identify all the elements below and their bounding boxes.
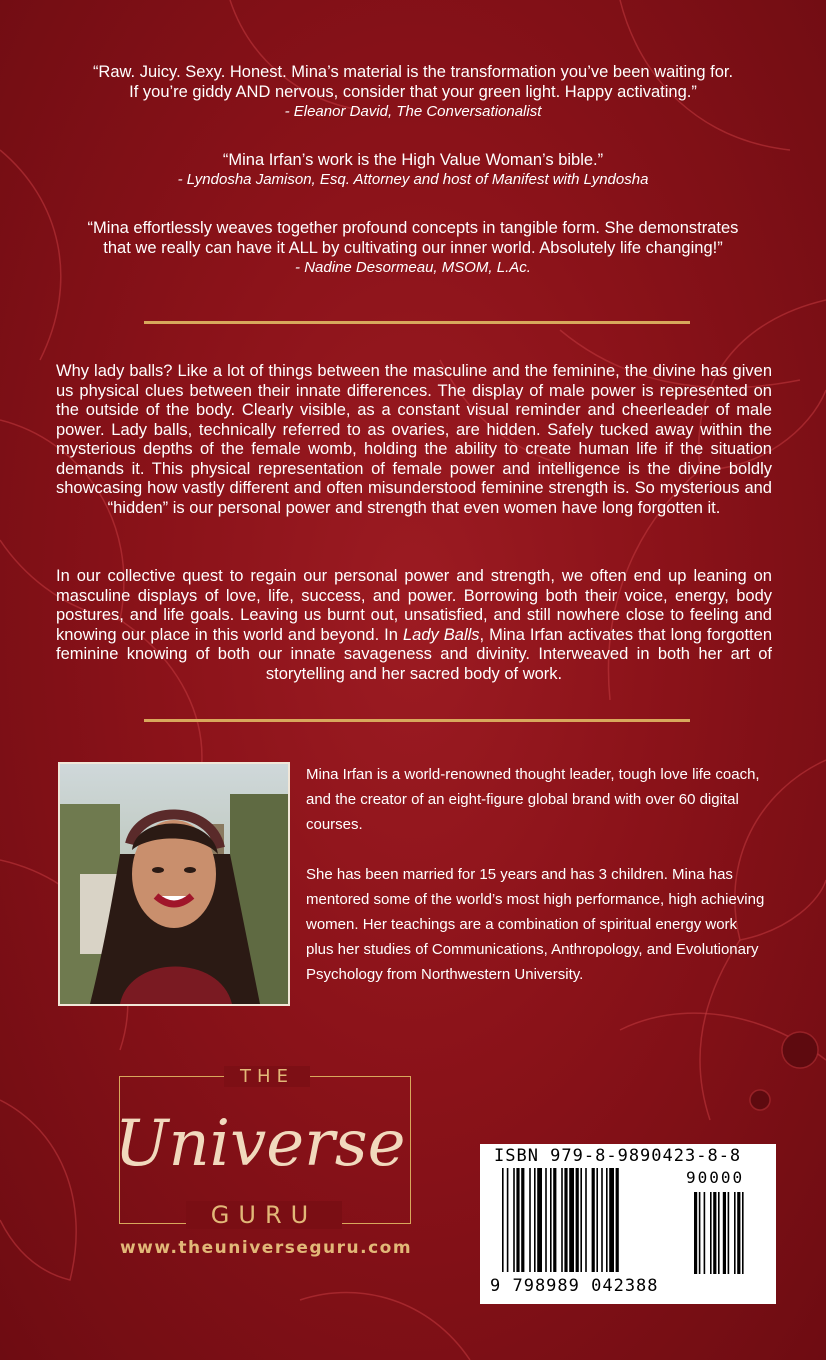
price-addon-number: 90000 bbox=[686, 1168, 745, 1187]
ean-number: 9 798989 042388 bbox=[490, 1276, 659, 1296]
barcode-bar bbox=[545, 1168, 547, 1272]
addon-bar bbox=[723, 1192, 726, 1274]
barcode-bar bbox=[576, 1168, 579, 1272]
isbn-number: ISBN 979-8-9890423-8-8 bbox=[494, 1146, 742, 1166]
publisher-logo-guru: GURU bbox=[186, 1201, 342, 1229]
quote-line: If you’re giddy AND nervous, consider that your green light. Happy activating.” bbox=[129, 83, 697, 101]
testimonial-3 bbox=[40, 218, 786, 278]
barcode-bar bbox=[601, 1168, 603, 1272]
blurb-paragraph-1: Why lady balls? Like a lot of things between the masculine and the feminine, the divine has given us physical clues between their innate differences. The display of male power is represented on the outside of the body. Clearly visible, as a constant visual reminder and cheerleader of male power. Lady balls, technically referred to as ovaries, are hidden. Safely tucked away within the mysterious depths of the female womb, holding the ability to create human life if the situation demands it. This physical representation of female power and intelligence is the divine boldly showcasing how vastly different and often misunderstood feminine strength is. So mysterious and “hidden” is our personal power and strength that even women have long forgotten it. bbox=[56, 362, 772, 517]
blurb-text: In our collective quest to regain our personal power and strength, we often end up leaning on masculine displays of love, life, success, and power. Borrowing both their voice, energy, body postures, and life goals. Leaving us burnt out, unsatisfied, and still nowhere close to feeling and knowing our place in this world and beyond. In bbox=[56, 567, 772, 644]
blurb-text: , Mina Irfan activates that long forgotten feminine knowing of both our innate savageness and divinity. Interweaved in both her art of storytelling and her sacred body of work. bbox=[56, 625, 772, 683]
addon-bar bbox=[699, 1192, 701, 1274]
testimonial-2 bbox=[40, 150, 786, 190]
barcode-bar bbox=[609, 1168, 614, 1272]
barcode-bar bbox=[564, 1168, 567, 1272]
addon-bar bbox=[710, 1192, 712, 1274]
barcode-bar bbox=[513, 1168, 515, 1272]
quote-attribution: - Lyndosha Jamison, Esq. Attorney and host of Manifest with Lyndosha bbox=[177, 171, 649, 188]
gold-divider-bottom bbox=[144, 719, 690, 722]
publisher-url: www.theuniverseguru.com bbox=[119, 1238, 413, 1258]
testimonial-1 bbox=[40, 62, 786, 122]
addon-bar bbox=[742, 1192, 744, 1274]
barcode-bar bbox=[580, 1168, 582, 1272]
publisher-logo-script: Universe bbox=[114, 1107, 406, 1181]
addon-bar bbox=[734, 1192, 736, 1274]
barcode-bar bbox=[502, 1168, 504, 1272]
barcode-bar bbox=[596, 1168, 598, 1272]
blurb-paragraph-2 bbox=[56, 567, 772, 684]
addon-bar bbox=[737, 1192, 740, 1274]
bio-paragraph-1: Mina Irfan is a world-renowned thought leader, tough love life coach, and the creator of an eight-figure global brand with over 60 digital courses. bbox=[306, 766, 760, 833]
addon-bar bbox=[718, 1192, 720, 1274]
quote-line: “Mina effortlessly weaves together profound concepts in tangible form. She demonstrates bbox=[87, 219, 739, 237]
barcode-bar bbox=[561, 1168, 563, 1272]
quote-line: that we really can have it ALL by cultivating our inner world. Absolutely life changing!” bbox=[103, 239, 723, 257]
publisher-logo-the: THE bbox=[224, 1066, 310, 1087]
author-photo bbox=[58, 762, 290, 1006]
barcode-bar bbox=[606, 1168, 608, 1272]
barcode-bars bbox=[502, 1168, 766, 1278]
barcode-bar bbox=[553, 1168, 556, 1272]
author-portrait-illustration bbox=[60, 764, 288, 1004]
barcode-bar bbox=[550, 1168, 552, 1272]
barcode-bar bbox=[592, 1168, 595, 1272]
barcode-bar bbox=[537, 1168, 542, 1272]
bio-paragraph-2: She has been married for 15 years and has 3 children. Mina has mentored some of the world’s most high performance, high achieving women. Her teachings are a combination of spiritual energy work plus her studies of Communications, Anthropology, and Evolutionary Psychology from Northwestern University. bbox=[306, 866, 765, 983]
barcode-bar bbox=[616, 1168, 619, 1272]
book-title: Lady Balls bbox=[402, 625, 480, 644]
barcode-bar bbox=[569, 1168, 574, 1272]
barcode-bar bbox=[534, 1168, 536, 1272]
barcode-bar bbox=[521, 1168, 524, 1272]
addon-bar bbox=[694, 1192, 697, 1274]
addon-bar bbox=[713, 1192, 716, 1274]
gold-divider-top bbox=[144, 321, 690, 324]
addon-bar bbox=[728, 1192, 730, 1274]
barcode-bar bbox=[585, 1168, 587, 1272]
addon-bar bbox=[704, 1192, 706, 1274]
barcode-bar bbox=[507, 1168, 509, 1272]
quote-line: “Raw. Juicy. Sexy. Honest. Mina’s material is the transformation you’ve been waiting for. bbox=[92, 63, 734, 81]
quote-attribution: - Nadine Desormeau, MSOM, L.Ac. bbox=[295, 259, 531, 276]
isbn-barcode bbox=[480, 1144, 776, 1304]
quote-attribution: - Eleanor David, The Conversationalist bbox=[284, 103, 542, 120]
barcode-bar bbox=[516, 1168, 519, 1272]
quote-line: “Mina Irfan’s work is the High Value Woman’s bible.” bbox=[222, 151, 604, 169]
barcode-bar bbox=[529, 1168, 531, 1272]
